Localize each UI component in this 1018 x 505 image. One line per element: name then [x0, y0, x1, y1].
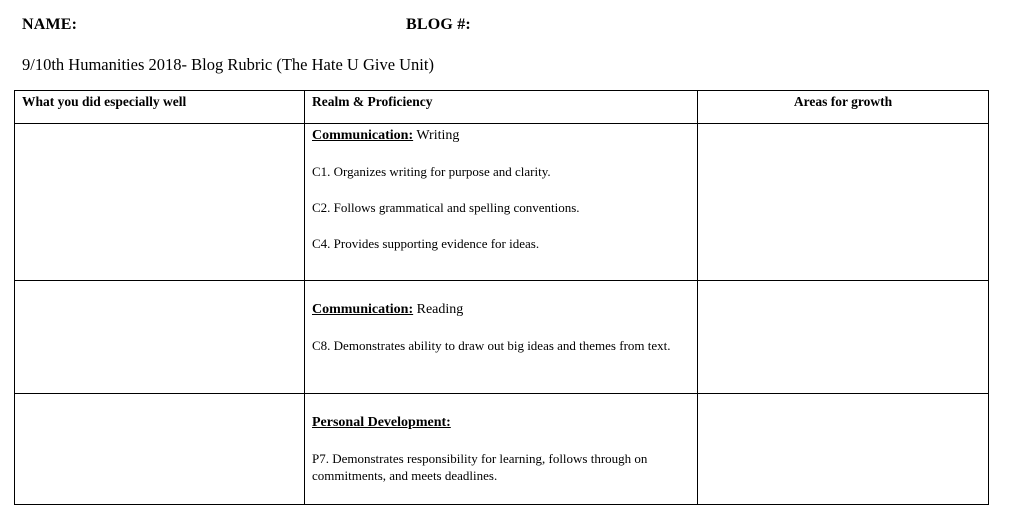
blog-number-label: BLOG #: — [406, 16, 471, 33]
column-header-did-well: What you did especially well — [15, 91, 305, 124]
realm-name: Personal Development: — [312, 415, 451, 430]
realm-name: Communication: — [312, 302, 414, 317]
column-header-realm: Realm & Proficiency — [305, 91, 698, 124]
realm-title — [312, 301, 690, 319]
realm-title — [312, 414, 690, 432]
did-well-cell[interactable] — [15, 281, 305, 394]
table-header-row — [15, 91, 989, 124]
growth-cell[interactable] — [698, 281, 989, 394]
rubric-table — [14, 90, 989, 505]
table-row — [15, 124, 989, 281]
growth-cell[interactable] — [698, 394, 989, 505]
name-label: NAME: — [22, 16, 78, 33]
criterion-text: C4. Provides supporting evidence for ideas. — [312, 236, 540, 251]
realm-cell — [305, 281, 698, 394]
growth-cell[interactable] — [698, 124, 989, 281]
rubric-title: 9/10th Humanities 2018- Blog Rubric (The Hate U Give Unit) — [22, 55, 434, 74]
criterion-text: C2. Follows grammatical and spelling conventions. — [312, 200, 580, 215]
criterion-text: C1. Organizes writing for purpose and clarity. — [312, 164, 551, 179]
realm-subtype: Reading — [413, 302, 464, 317]
table-row — [15, 394, 989, 505]
column-header-growth: Areas for growth — [698, 91, 989, 124]
realm-cell — [305, 124, 698, 281]
criterion-text: P7. Demonstrates responsibility for learning, follows through on commitments, and meets deadlines. — [312, 451, 648, 483]
did-well-cell[interactable] — [15, 124, 305, 281]
did-well-cell[interactable] — [15, 394, 305, 505]
criterion-text: C8. Demonstrates ability to draw out big ideas and themes from text. — [312, 338, 671, 353]
realm-name: Communication: — [312, 128, 414, 143]
table-row — [15, 281, 989, 394]
realm-title — [312, 127, 690, 145]
realm-subtype: Writing — [413, 128, 460, 143]
realm-cell — [305, 394, 698, 505]
